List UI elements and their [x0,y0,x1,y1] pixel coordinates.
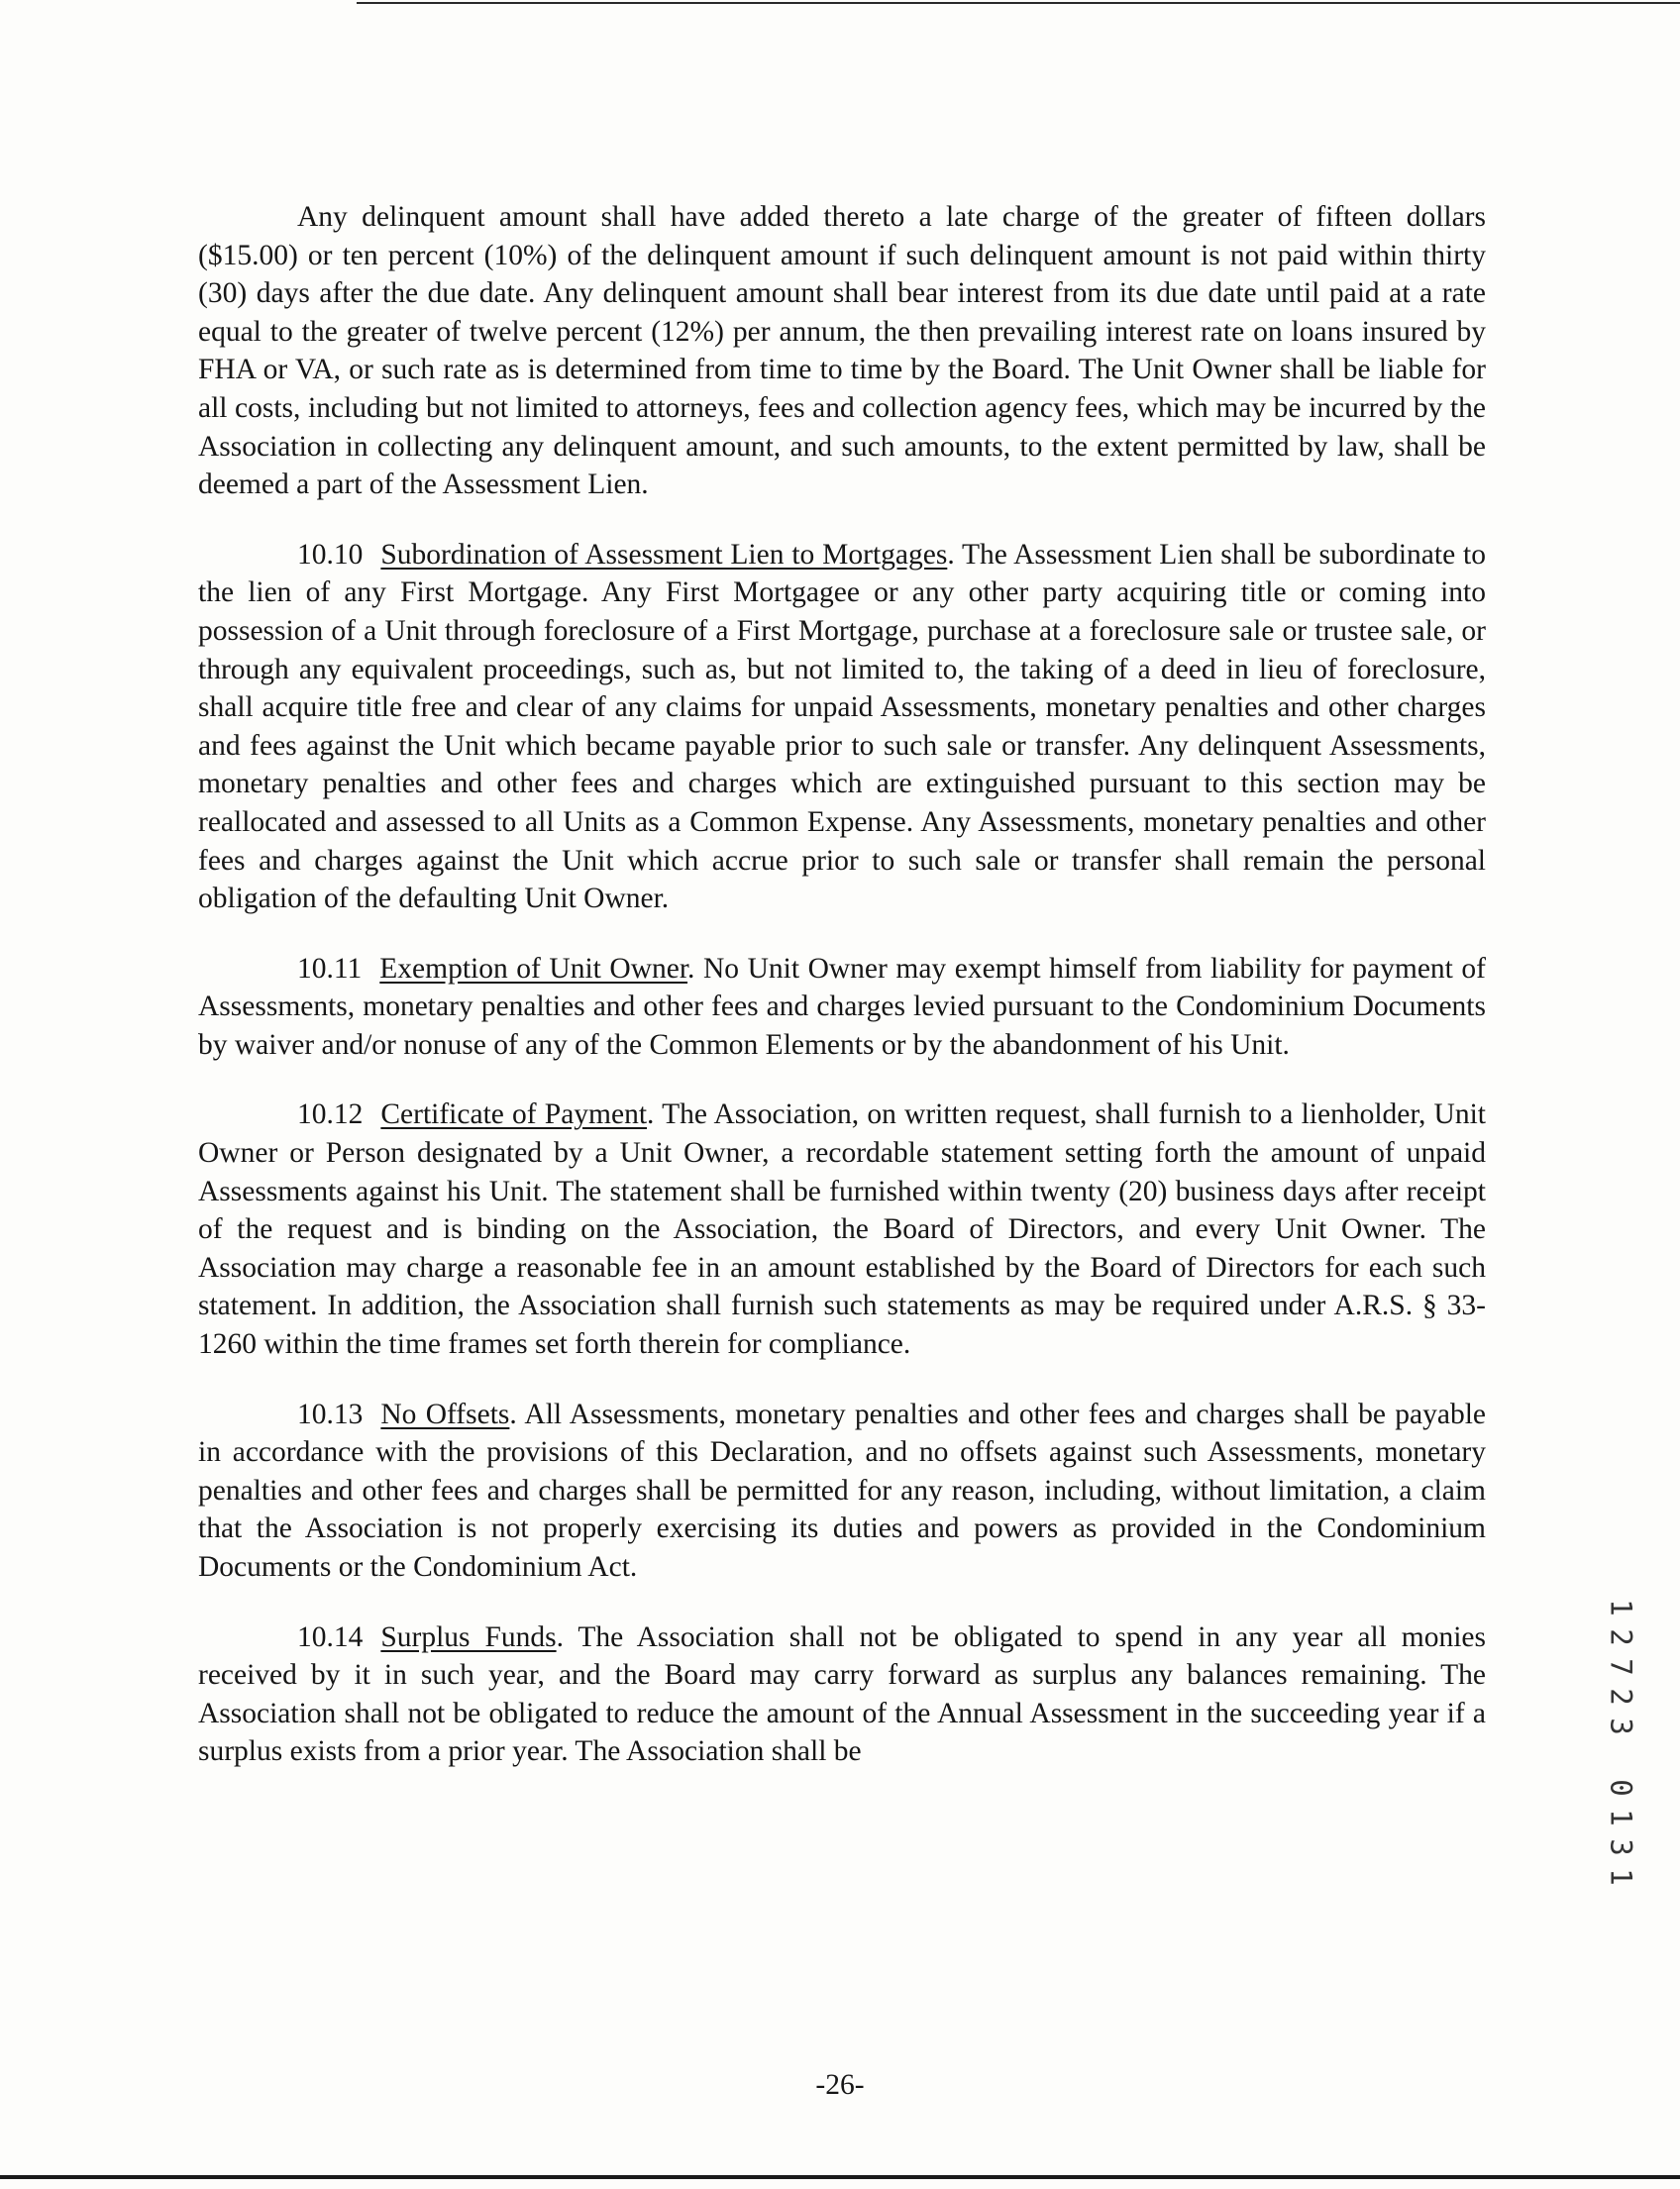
section-text: . The Association, on written request, shall furnish to a lienholder, Unit Owner or Person designated by a Unit Owner, a recordable statement setting forth the amount of unpaid Assessments against his Unit. The statement shall be furnished within twenty (20) business days after receipt of the request and is binding on the Association, the Board of Directors, and every Unit Owner. The Association may charge a reasonable fee in an amount established by the Board of Directors for each such statement. In addition, the Association shall furnish such statements as may be required under A.R.S. § 33-1260 within the time frames set forth therein for compliance. [198,1098,1487,1361]
section-10-12 [198,1095,1486,1363]
section-heading: Surplus Funds [380,1620,557,1653]
intro-paragraph: Any delinquent amount shall have added thereto a late charge of the greater of fifteen dollars ($15.00) or ten percent (10%) of the delinquent amount if such delinquent amount is not paid within thirty (30) days after the due date. Any delinquent amount shall bear interest from its due date until paid at a rate equal to the greater of twelve percent (12%) per annum, the then prevailing interest rate on loans insured by FHA or VA, or such rate as is determined from time to time by the Board. The Unit Owner shall be liable for all costs, including but not limited to attorneys, fees and collection agency fees, which may be incurred by the Association in collecting any delinquent amount, and such amounts, to the extent permitted by law, shall be deemed a part of the Assessment Lien. [198,201,1486,501]
page-number: -26- [815,2069,865,2101]
section-heading: Certificate of Payment [380,1098,648,1131]
stamp-digit: 1 [1605,1599,1638,1616]
section-text: . All Assessments, monetary penalties and other fees and charges shall be payable in accordance with the provisions of this Declaration, and no offsets against such Assessments, monetary penalties and other fees and charges shall be permitted for any reason, including, without limitation, a claim that the Association is not properly exercising its duties and powers as provided in the Condominium Documents or the Condominium Act. [198,1398,1486,1583]
section-10-10 [198,536,1486,918]
stamp-digit: 0 [1605,1779,1638,1797]
section-number: 10.14 [297,1620,364,1653]
section-10-13 [198,1396,1486,1587]
section-text: . No Unit Owner may exempt himself from liability for payment of Assessments, monetary penalties and other fees and charges levied pursuant to the Condominium Documents by waiver and/or nonuse of any of the Common Elements or by the abandonment of his Unit. [198,952,1486,1061]
section-text: . The Assessment Lien shall be subordinate to the lien of any First Mortgage. Any First Mortgagee or any other party acquiring title or coming into possession of a Unit through foreclosure of a First Mortgage, purchase at a foreclosure sale or trustee sale, or through any equivalent proceedings, such as, but not limited to, the taking of a deed in lieu of foreclosure, shall acquire title free and clear of any claims for unpaid Assessments, monetary penalties and other charges and fees against the Unit which became payable prior to such sale or transfer. Any delinquent Assessments, monetary penalties and other fees and charges which are extinguished pursuant to this section may be reallocated and assessed to all Units as a Common Expense. Any Assessments, monetary penalties and other fees and charges against the Unit which accrue prior to such sale or transfer shall remain the personal obligation of the defaulting Unit Owner. [198,538,1486,915]
section-heading: No Offsets [380,1398,510,1430]
bottom-border-line [0,2175,1680,2179]
section-text: . The Association shall not be obligated to spend in any year all monies received by it in such year, and the Board may carry forward as surplus any balances remaining. The Association shall not be obligated to reduce the amount of the Annual Assessment in the succeeding year if a surplus exists from a prior year. The Association shall be [198,1620,1486,1768]
section-10-14 [198,1618,1486,1771]
section-heading: Exemption of Unit Owner [379,952,688,985]
section-number: 10.10 [297,538,364,571]
section-number: 10.13 [297,1398,364,1430]
stamp-digit: 7 [1605,1658,1638,1676]
section-number: 10.11 [297,952,363,985]
stamp-digit: 2 [1605,1628,1638,1646]
top-border-line [357,2,1680,4]
section-heading: Subordination of Assessment Lien to Mortgages [380,538,948,571]
stamp-digit: 3 [1605,1718,1638,1735]
document-body [198,198,1486,1803]
section-10-11 [198,950,1486,1065]
stamp-digit: 1 [1605,1868,1638,1886]
stamp-digit: 3 [1605,1838,1638,1856]
stamp-digit: 2 [1605,1688,1638,1706]
recording-number-stamp [1605,1593,1638,1892]
section-number: 10.12 [297,1098,364,1131]
stamp-digit: 1 [1605,1809,1638,1826]
